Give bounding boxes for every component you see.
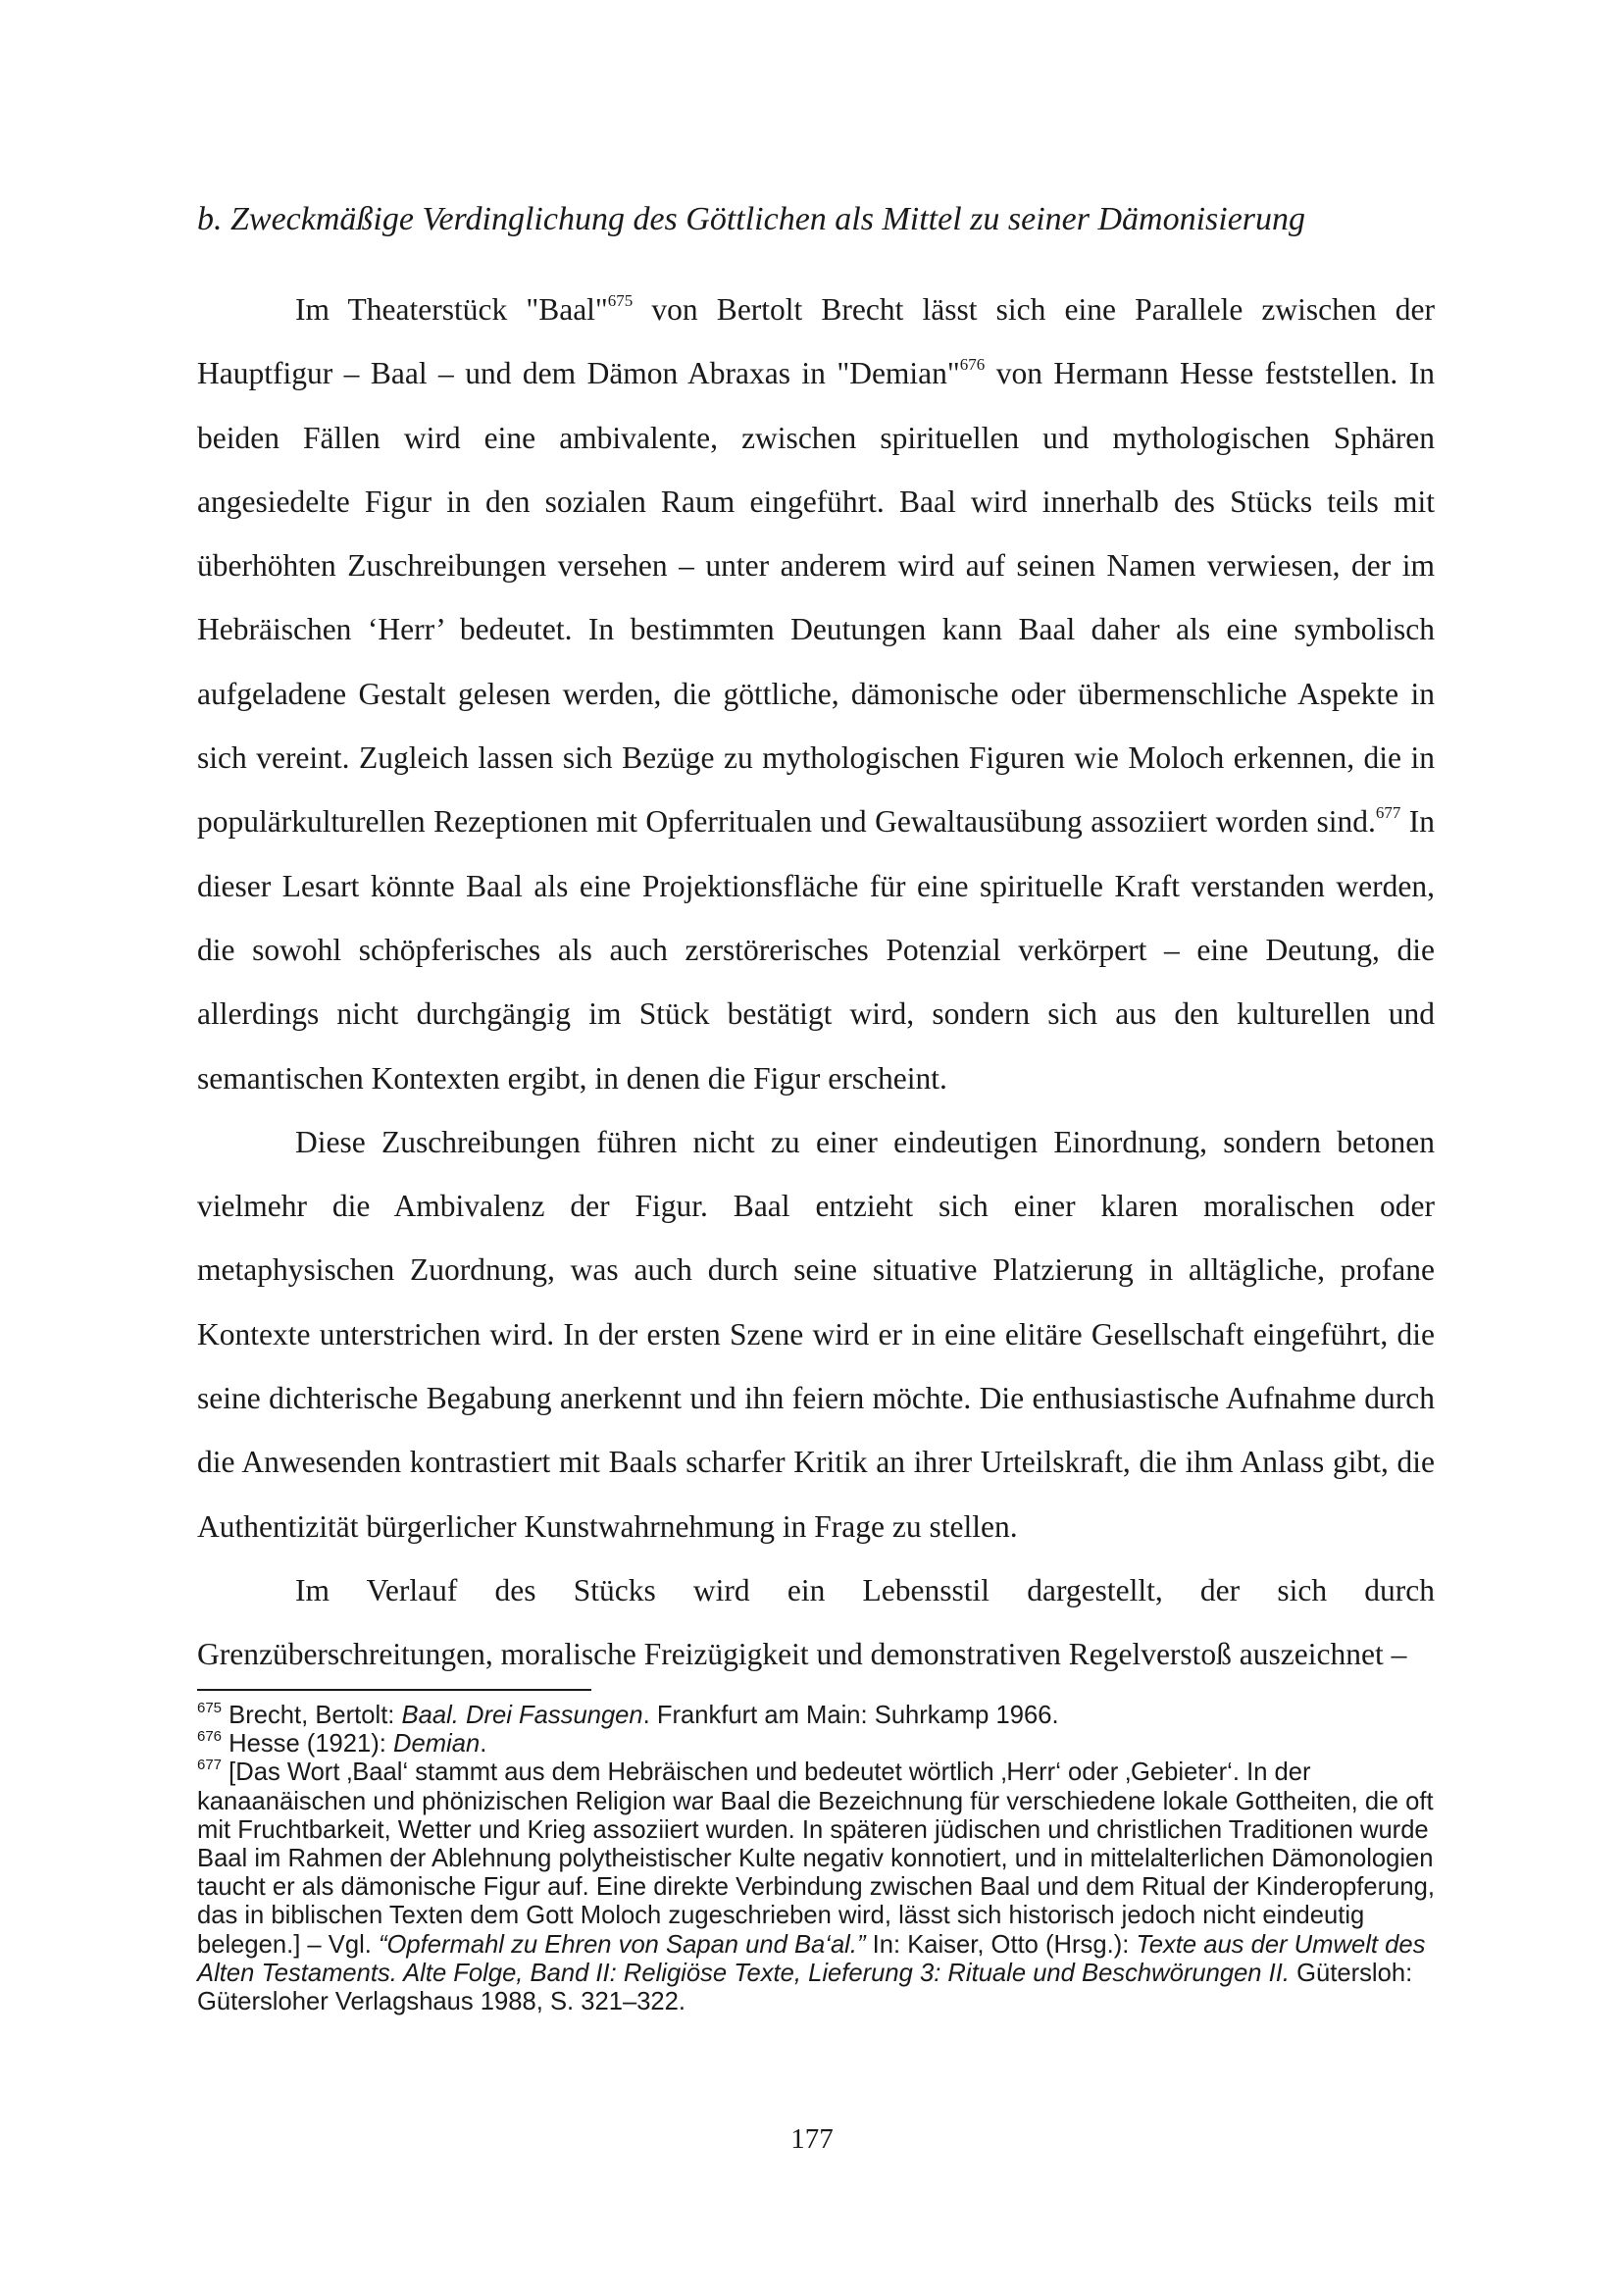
footnote-text: Gütersloh: Gütersloher Verlagshaus 1988, S. 321–322. (197, 1959, 1413, 2016)
footnote-text: . (480, 1730, 487, 1759)
footnote-title: “Opfermahl zu Ehren von Sapan und Ba‘al.” (378, 1930, 866, 1959)
footnote-677 (197, 1759, 1435, 2016)
paragraph-1-text-d: In dieser Lesart könnte Baal als eine Projektionsfläche für eine spirituelle Kraft verstanden werden, die sowohl schöpferisches als auch zerstörerisches Potenzial verkörpert – eine Deutung, die allerdings nicht durchgängig im Stück bestätigt wird, sondern sich aus den kulturellen und semantischen Kontexten ergibt, in denen die Figur erscheint. (197, 804, 1435, 1096)
paragraph-1-text-b: von Bertolt Brecht lässt sich eine Parallele zwischen der Hauptfigur – Baal – und dem Dämon Abraxas in "Demian" (197, 292, 1435, 391)
footnote-separator (197, 1689, 591, 1691)
footnote-676 (197, 1730, 1435, 1759)
body-text (197, 278, 1435, 1687)
footnote-title: Texte aus der Umwelt des Alten Testaments. Alte Folge, Band II: Religiöse Texte, Lieferung 3: Rituale und Beschwörungen II. (197, 1930, 1426, 1987)
footnote-text: Brecht, Bertolt: (222, 1702, 402, 1729)
footnote-text: Hesse (1921): (222, 1730, 394, 1759)
paragraph-1-text-a: Im Theaterstück "Baal" (295, 292, 608, 327)
paragraph-2: Diese Zuschreibungen führen nicht zu einer eindeutigen Einordnung, sondern betonen vielmehr die Ambivalenz der Figur. Baal entzieht sich einer klaren moralischen oder metaphysischen Zuordnung, was auch durch seine situative Platzierung in alltägliche, profane Kontexte unterstrichen wird. In der ersten Szene wird er in eine elitäre Gesellschaft eingeführt, die seine dichterische Begabung anerkennt und ihn feiern möchte. Die enthusiastische Aufnahme durch die Anwesenden kontrastiert mit Baals scharfer Kritik an ihrer Urteilskraft, die ihm Anlass gibt, die Authentizität bürgerlicher Kunstwahrnehmung in Frage zu stellen. (197, 1124, 1435, 1544)
section-heading: b. Zweckmäßige Verdinglichung des Göttlichen als Mittel zu seiner Dämonisierung (197, 201, 1306, 237)
paragraph-1 (197, 278, 1435, 1110)
footnote-text: In: Kaiser, Otto (Hrsg.): (865, 1930, 1137, 1959)
footnote-ref-676: 676 (959, 355, 986, 375)
footnote-text: . Frankfurt am Main: Suhrkamp 1966. (642, 1702, 1059, 1729)
footnote-ref-677: 677 (1375, 803, 1401, 823)
footnote-675 (197, 1702, 1435, 1730)
footnote-text: [Das Wort ‚Baal‘ stammt aus dem Hebräischen und bedeutet wörtlich ‚Herr‘ oder ‚Gebieter‘. In der kanaanäischen und phönizischen Religion war Baal die Bezeichnung für verschiedene lokale Gottheiten, die oft mit Fruchtbarkeit, Wetter und Krieg assoziiert wurden. In späteren jüdischen und christlichen Traditionen wurde Baal im Rahmen der Ablehnung polytheistischer Kulte negativ konnotiert, und in mittelalterlichen Dämonologien taucht er als dämonische Figur auf. Eine direkte Verbindung zwischen Baal und dem Ritual der Kinderopferung, das in biblischen Texten dem Gott Moloch zugeschrieben wird, lässt sich historisch jedoch nicht eindeutig belegen.] – Vgl. (197, 1759, 1435, 1959)
footnote-number: 675 (197, 1700, 223, 1716)
paragraph-1-text-c: von Hermann Hesse feststellen. In beiden Fällen wird eine ambivalente, zwischen spirituellen und mythologischen Sphären angesiedelte Figur in den sozialen Raum eingeführt. Baal wird innerhalb des Stücks teils mit überhöhten Zuschreibungen versehen – unter anderem wird auf seinen Namen verwiesen, der im Hebräischen ‘Herr’ bedeutet. In bestimmten Deutungen kann Baal daher als eine symbolisch aufgeladene Gestalt gelesen werden, die göttliche, dämonische oder übermenschliche Aspekte in sich vereint. Zugleich lassen sich Bezüge zu mythologischen Figuren wie Moloch erkennen, die in populärkulturellen Rezeptionen mit Opferritualen und Gewaltausübung assoziiert worden sind. (197, 356, 1435, 840)
paragraph-3: Im Verlauf des Stücks wird ein Lebensstil dargestellt, der sich durch Grenzüberschreitungen, moralische Freizügigkeit und demonstrativen Regelverstoß auszeichnet – (197, 1572, 1435, 1672)
footnote-number: 676 (197, 1728, 223, 1746)
page-number: 177 (790, 2123, 834, 2155)
footnotes (197, 1702, 1435, 2016)
footnote-title: Baal. Drei Fassungen (401, 1702, 643, 1729)
footnote-title: Demian (393, 1730, 481, 1759)
footnote-ref-675: 675 (607, 291, 634, 310)
footnote-number: 677 (197, 1757, 223, 1774)
